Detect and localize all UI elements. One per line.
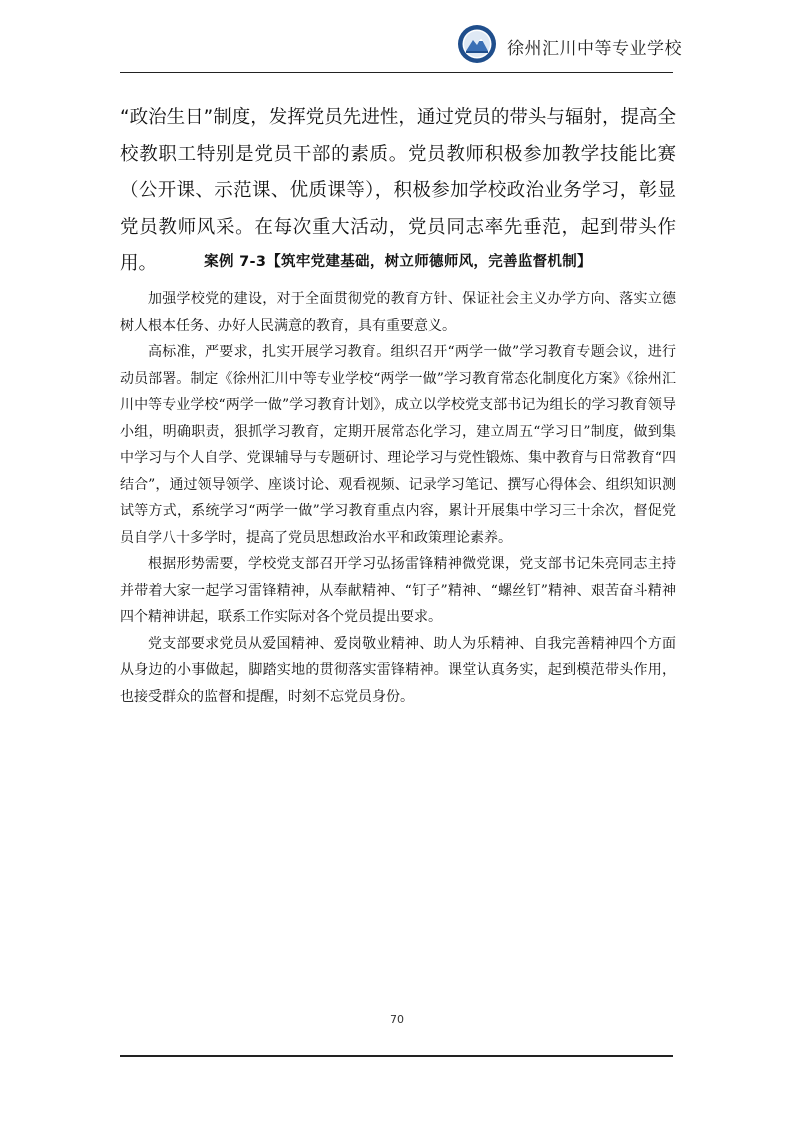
body-paragraph: 加强学校党的建设，对于全面贯彻党的教育方针、保证社会主义办学方向、落实立德树人根本任务、办好人民满意的教育，具有重要意义。 — [120, 291, 676, 334]
body-paragraph: 根据形势需要，学校党支部召开学习弘扬雷锋精神微党课，党支部书记朱亮同志主持并带着大家一起学习雷锋精神，从奉献精神、“钉子”精神、“螺丝钉”精神、艰苦奋斗精神四个精神讲起，联系工作实际对各个党员提出要求。 — [120, 556, 676, 625]
page-number: 70 — [390, 1013, 404, 1026]
school-emblem-icon — [457, 24, 497, 64]
body-paragraph: 党支部要求党员从爱国精神、爱岗敬业精神、助人为乐精神、自我完善精神四个方面从身边的小事做起，脚踏实地的贯彻落实雷锋精神。课堂认真务实，起到模范带头作用，也接受群众的监督和提醒，时刻不忘党员身份。 — [120, 635, 676, 705]
lead-paragraph-text: “政治生日”制度，发挥党员先进性，通过党员的带头与辐射，提高全校教职工特别是党员干部的素质。党员教师积极参加教学技能比赛（公开课、示范课、优质课等），积极参加学校政治业务学习，彰显党员教师风采。在每次重大活动，党员同志率先垂范，起到带头作用。 — [120, 107, 676, 274]
school-name: 徐州汇川中等专业学校 — [507, 39, 682, 59]
case-title: 案例 7-3【筑牢党建基础，树立师德师风，完善监督机制】 — [204, 254, 592, 270]
page-header — [120, 24, 682, 74]
body-paragraph: 高标准，严要求，扎实开展学习教育。组织召开“两学一做”学习教育专题会议，进行动员部署。制定《徐州汇川中等专业学校“两学一做”学习教育常态化制度化方案》《徐州汇川中等专业学校“两学一做”学习教育计划》，成立以学校党支部书记为组长的学习教育领导小组，明确职责，狠抓学习教育，定期开展常态化学习，建立周五“学习日”制度，做到集中学习与个人自学、党课辅导与专题研讨、理论学习与党性锻炼、集中教育与日常教育“四结合”，通过领导领学、座谈讨论、观看视频、记录学习笔记、撰写心得体会、组织知识测试等方式，系统学习“两学一做”学习教育重点内容，累计开展集中学习三十余次，督促党员自学八十多学时，提高了党员思想政治水平和政策理论素养。 — [120, 344, 676, 546]
header-divider — [120, 72, 673, 73]
case-body — [120, 286, 676, 710]
footer-divider — [120, 1055, 673, 1057]
